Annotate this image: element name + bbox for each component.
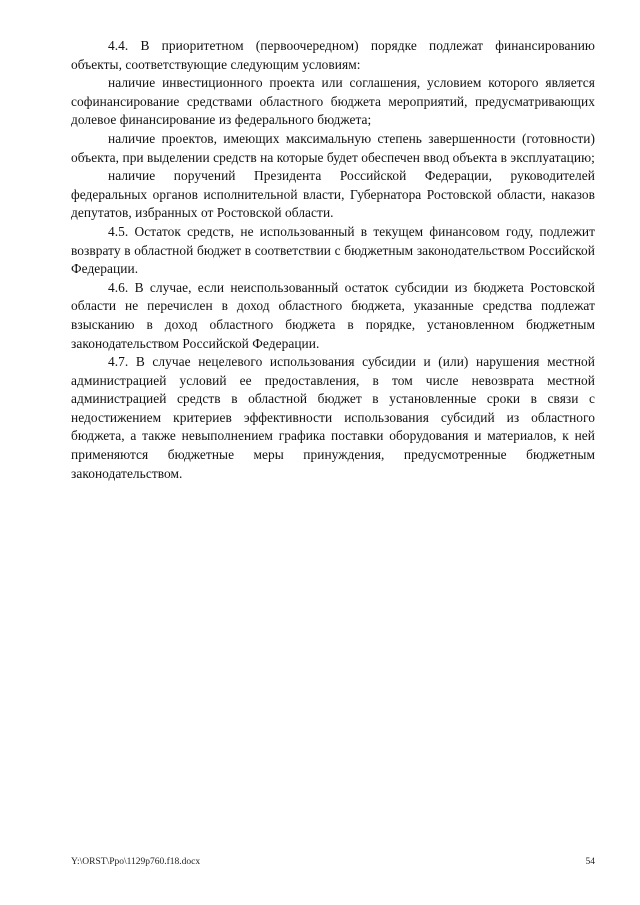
paragraph-condition-orders: наличие поручений Президента Российской Федерации, руководителей федеральных органов исполнительной власти, Губернатора Ростовской области, наказов депутатов, избранных от Ростовской области. [71,168,595,221]
paragraph-4-4: 4.4. В приоритетном (первоочередном) порядке подлежат финансированию объекты, соответствующие следующим условиям: [71,38,595,72]
document-body [71,37,595,483]
paragraph-4-5: 4.5. Остаток средств, не использованный в текущем финансовом году, подлежит возврату в областной бюджет в соответствии с бюджетным законодательством Российской Федерации. [71,223,595,277]
paragraph-condition-investment: наличие инвестиционного проекта или соглашения, условием которого является софинансирование средствами областного бюджета мероприятий, предусматривающих долевое финансирование из федерального бюджета; [71,75,595,128]
footer-file-path: Y:\ORST\Ppo\1129p760.f18.docx [71,857,201,867]
paragraph-4-7: 4.7. В случае нецелевого использования субсидии и (или) нарушения местной администрацией условий ее предоставления, в том числе невозврата местной администрацией средств в областной бюджет в установленные сроки в связи с недостижением критериев эффективности использования субсидий из областного бюджета, а также невыполнением графика поставки оборудования и материалов, к ней применяются бюджетные меры принуждения, предусмотренные бюджетным законодательством. [71,354,595,481]
footer-page-number: 54 [585,857,595,867]
paragraph-4-6: 4.6. В случае, если неиспользованный остаток субсидии из бюджета Ростовской области не перечислен в доход областного бюджета, указанные средства подлежат взысканию в доход областного бюджета в порядке, установленном бюджетным законодательством Российской Федерации. [71,279,595,351]
paragraph-condition-readiness: наличие проектов, имеющих максимальную степень завершенности (готовности) объекта, при выделении средств на которые будет обеспечен ввод объекта в эксплуатацию; [71,130,595,165]
